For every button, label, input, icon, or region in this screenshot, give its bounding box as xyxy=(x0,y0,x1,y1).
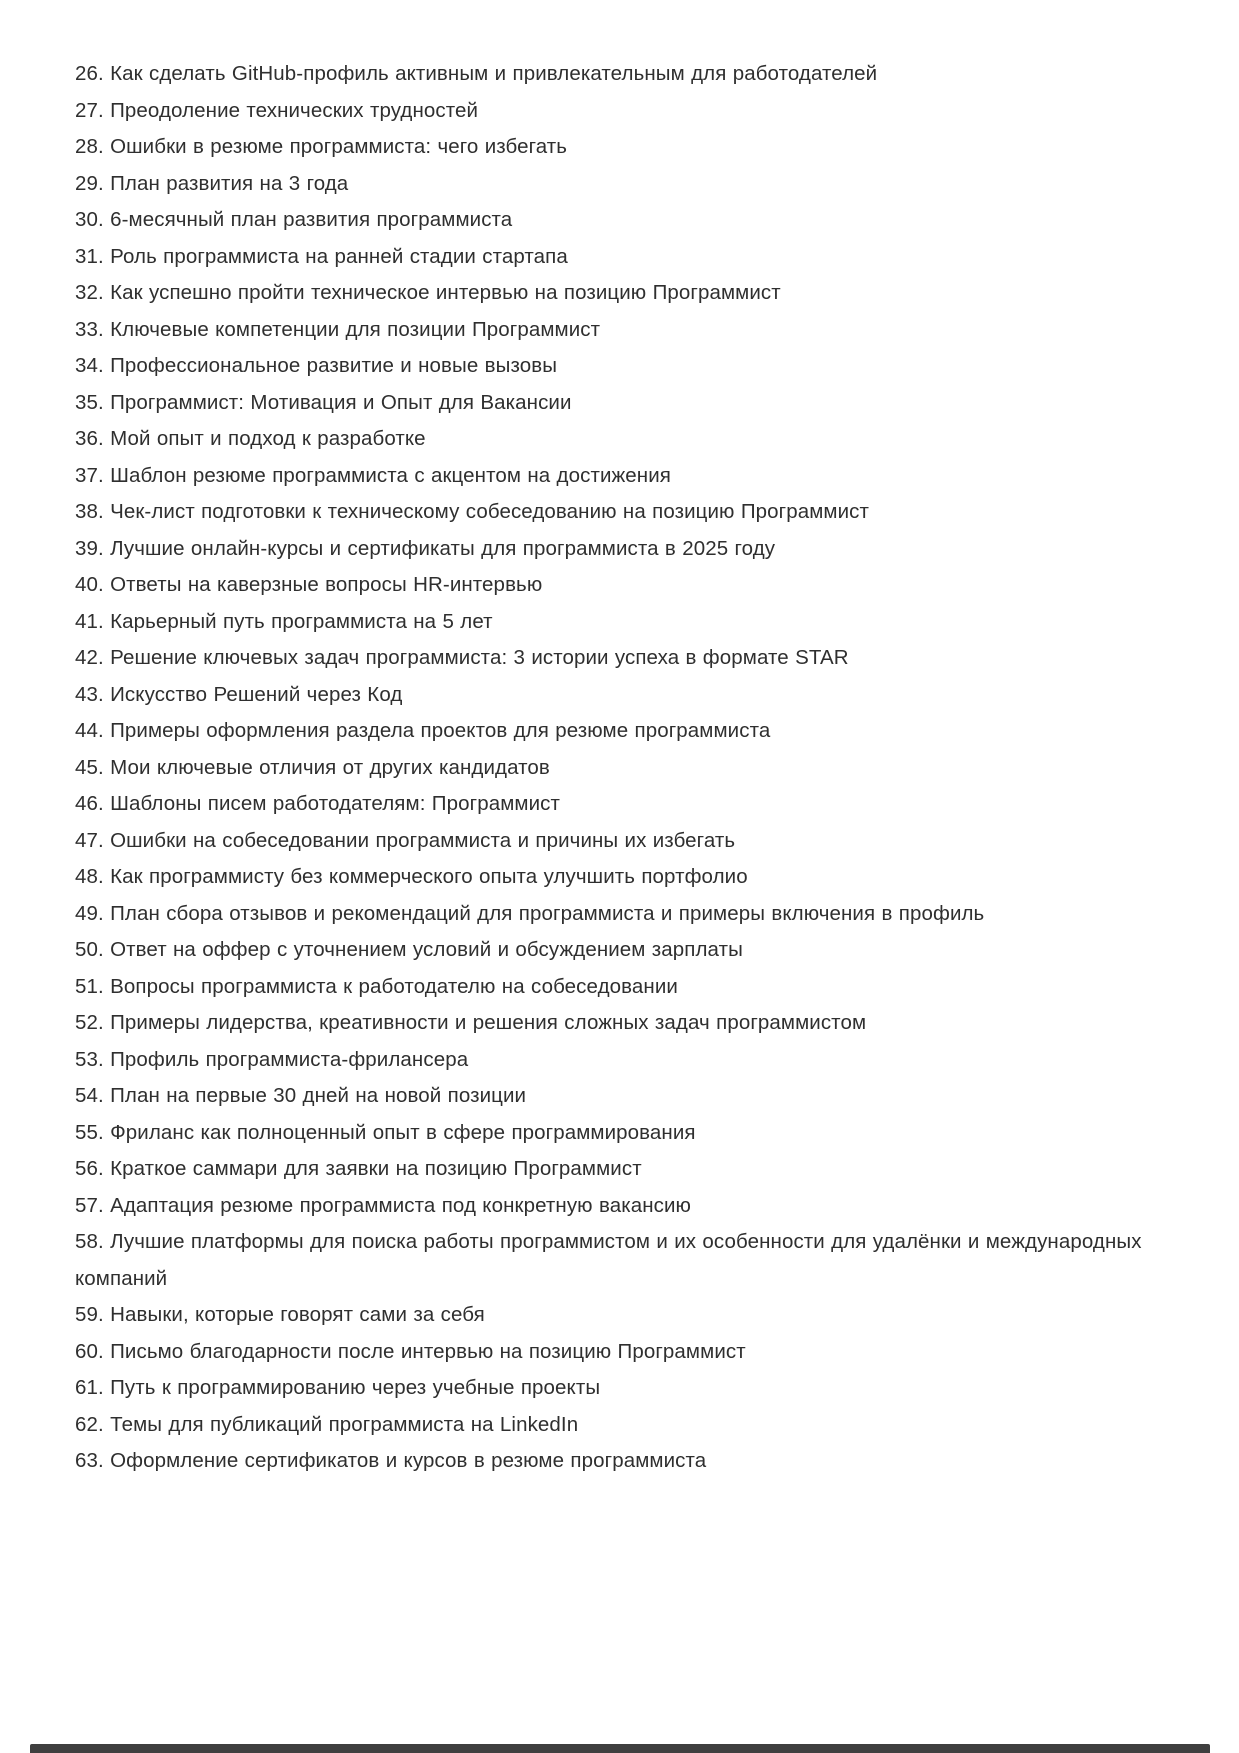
list-item: 62. Темы для публикаций программиста на LinkedIn xyxy=(75,1412,579,1436)
list-item: 30. 6-месячный план развития программиста xyxy=(75,208,513,231)
list-item: 60. Письмо благодарности после интервью на позицию Программист xyxy=(75,1339,746,1363)
list-item: 51. Вопросы программиста к работодателю на собеседовании xyxy=(75,974,678,998)
list-item: 50. Ответ на оффер с уточнением условий и обсуждением зарплаты xyxy=(75,938,743,961)
list-item: 45. Мои ключевые отличия от других кандидатов xyxy=(75,755,550,779)
list-item: 26. Как сделать GitHub-профиль активным и привлекательным для работодателей xyxy=(75,62,878,85)
bottom-edge-bar xyxy=(30,1744,1210,1753)
list-item: 61. Путь к программированию через учебные проекты xyxy=(75,1376,601,1399)
list-item: 39. Лучшие онлайн-курсы и сертификаты для программиста в 2025 году xyxy=(75,536,776,560)
list-item: 58. Лучшие платформы для поиска работы программистом и их особенности для удалёнки и международных компаний xyxy=(75,1230,1142,1290)
list-item: 48. Как программисту без коммерческого опыта улучшить портфолио xyxy=(75,865,748,888)
list-item: 41. Карьерный путь программиста на 5 лет xyxy=(75,609,493,633)
list-item: 34. Профессиональное развитие и новые вызовы xyxy=(75,354,558,377)
list-item: 52. Примеры лидерства, креативности и решения сложных задач программистом xyxy=(75,1011,867,1034)
list-item: 36. Мой опыт и подход к разработке xyxy=(75,427,426,450)
list-item: 43. Искусство Решений через Код xyxy=(75,682,403,706)
list-item: 46. Шаблоны писем работодателям: Программист xyxy=(75,792,560,815)
list-item: 42. Решение ключевых задач программиста: 3 истории успеха в формате STAR xyxy=(75,646,849,669)
list-item: 38. Чек-лист подготовки к техническому собеседованию на позицию Программист xyxy=(75,500,870,523)
list-item: 54. План на первые 30 дней на новой позиции xyxy=(75,1084,527,1107)
list-item: 27. Преодоление технических трудностей xyxy=(75,98,479,122)
document-page xyxy=(75,56,1150,1480)
list-item: 32. Как успешно пройти техническое интервью на позицию Программист xyxy=(75,281,781,304)
numbered-topic-list xyxy=(75,56,1150,1480)
list-item: 35. Программист: Мотивация и Опыт для Вакансии xyxy=(75,390,572,414)
list-item: 55. Фриланс как полноценный опыт в сфере программирования xyxy=(75,1120,696,1144)
list-item: 57. Адаптация резюме программиста под конкретную вакансию xyxy=(75,1193,692,1217)
list-item: 33. Ключевые компетенции для позиции Программист xyxy=(75,317,601,341)
list-item: 44. Примеры оформления раздела проектов для резюме программиста xyxy=(75,719,771,742)
list-item: 49. План сбора отзывов и рекомендаций для программиста и примеры включения в профиль xyxy=(75,901,985,925)
list-item: 47. Ошибки на собеседовании программиста и причины их избегать xyxy=(75,828,736,852)
list-item: 56. Краткое саммари для заявки на позицию Программист xyxy=(75,1157,642,1180)
list-item: 59. Навыки, которые говорят сами за себя xyxy=(75,1303,485,1326)
list-item: 53. Профиль программиста-фрилансера xyxy=(75,1047,469,1071)
list-item: 28. Ошибки в резюме программиста: чего избегать xyxy=(75,135,568,158)
list-item: 63. Оформление сертификатов и курсов в резюме программиста xyxy=(75,1449,707,1472)
list-item: 40. Ответы на каверзные вопросы HR-интервью xyxy=(75,573,543,596)
list-item: 31. Роль программиста на ранней стадии стартапа xyxy=(75,244,568,268)
list-item: 29. План развития на 3 года xyxy=(75,171,349,195)
list-item: 37. Шаблон резюме программиста с акцентом на достижения xyxy=(75,463,671,487)
